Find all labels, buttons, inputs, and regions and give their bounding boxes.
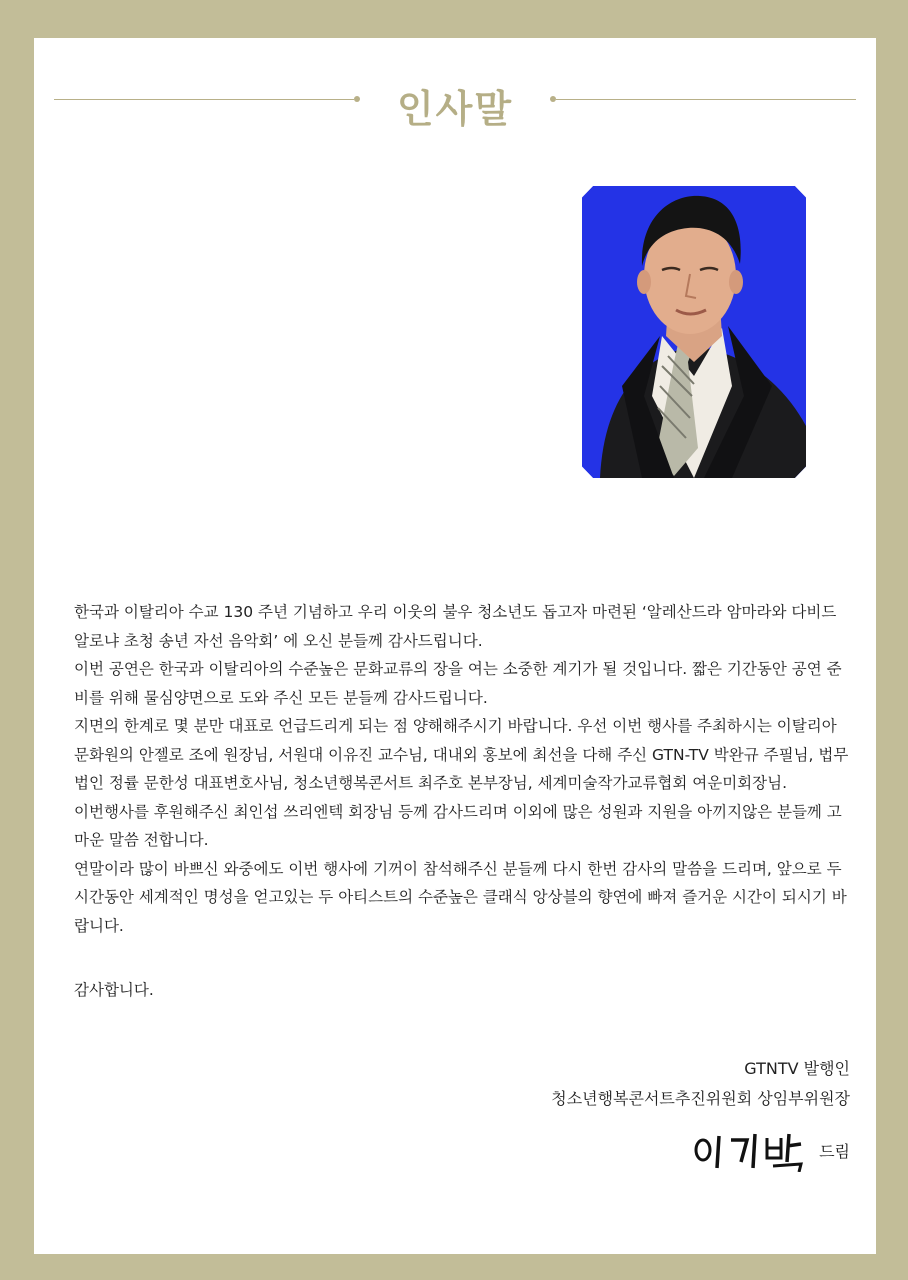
closing-line: 감사합니다. [74, 981, 154, 999]
portrait-photo [582, 186, 806, 478]
portrait-illustration [582, 186, 806, 478]
greeting-body [74, 598, 854, 940]
paragraph-5: 연말이라 많이 바쁘신 와중에도 이번 행사에 기꺼이 참석해주신 분들께 다시 한번 감사의 말씀을 드리며, 앞으로 두 시간동안 세계적인 명성을 얻고있는 두 아티스트의 수준높은 클래식 앙상블의 향연에 빠져 즐거운 시간이 되시기 바랍니다. [74, 859, 847, 935]
signoff-block [551, 1054, 850, 1114]
paragraph-1: 한국과 이탈리아 수교 130 주년 기념하고 우리 이웃의 불우 청소년도 돕고자 마련된 ‘알레산드라 암마라와 다비드 알로냐 초청 송년 자선 음악회’ 에 오신 분들께 감사드립니다. [74, 603, 837, 650]
signoff-suffix: 드림 [819, 1141, 850, 1161]
title-row [54, 80, 856, 131]
signature-row [689, 1128, 850, 1172]
paragraph-3: 지면의 한계로 몇 분만 대표로 언급드리게 되는 점 양해해주시기 바랍니다. 우선 이번 행사를 주최하시는 이탈리아 문화원의 안젤로 조에 원장님, 서원대 이유진 교수님, 대내외 홍보에 최선을 다해 주신 GTN-TV 박완규 주필님, 법무법인 정률 문한성 대표변호사님, 청소년행복콘서트 최주호 본부장님, 세계미술작가교류협회 여운미회장님. [74, 717, 849, 792]
paragraph-2: 이번 공연은 한국과 이탈리아의 수준높은 문화교류의 장을 여는 소중한 계기가 될 것입니다. 짧은 기간동안 공연 준비를 위해 물심양면으로 도와 주신 모든 분들께 감사드립니다. [74, 660, 842, 707]
handwritten-signature [689, 1128, 809, 1172]
signoff-title-2: 청소년행복콘서트추진위원회 상임부위원장 [551, 1089, 850, 1108]
title-divider-right [556, 99, 856, 100]
page-title: 인사말 [396, 87, 514, 131]
paragraph-4: 이번행사를 후원해주신 최인섭 쓰리엔텍 회장님 등께 감사드리며 이외에 많은 성원과 지원을 아끼지않은 분들께 고마운 말씀 전합니다. [74, 802, 842, 849]
title-divider-left [54, 99, 354, 100]
signoff-title-1: GTNTV 발행인 [744, 1059, 850, 1078]
title-dot-left [354, 96, 360, 102]
page-sheet [34, 38, 876, 1254]
